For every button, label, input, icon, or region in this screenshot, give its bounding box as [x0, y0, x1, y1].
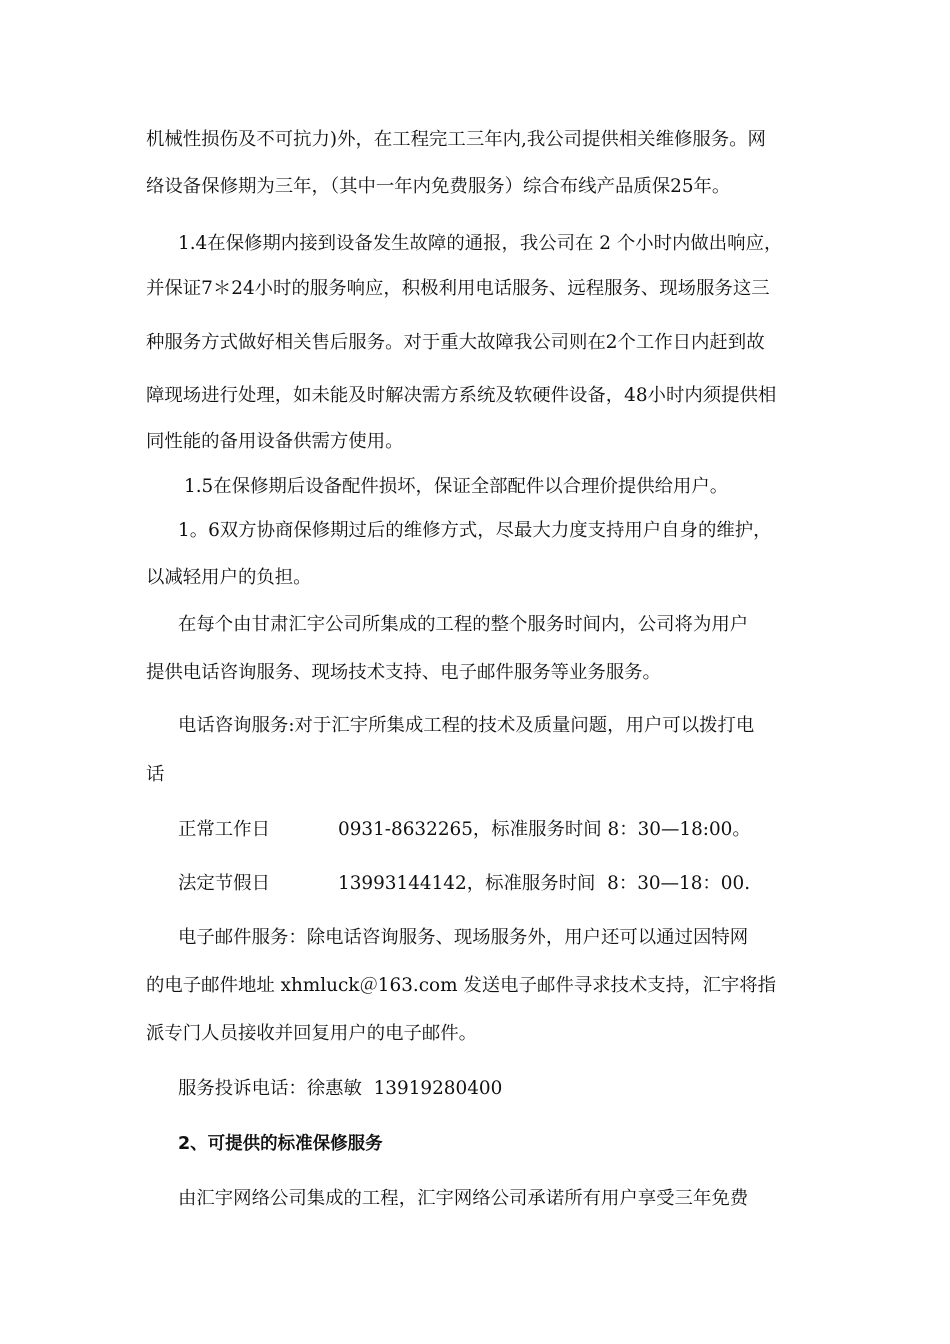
- paragraph-line: 1。6双方协商保修期过后的维修方式，尽最大力度支持用户自身的维护，: [178, 520, 772, 541]
- paragraph-line: 提供电话咨询服务、现场技术支持、电子邮件服务等业务服务。: [146, 662, 661, 683]
- paragraph-line: 以减轻用户的负担。: [146, 567, 312, 588]
- holiday-label: 法定节假日: [178, 873, 270, 894]
- paragraph-line: 同性能的备用设备供需方使用。: [146, 431, 404, 452]
- holiday-row: [178, 872, 750, 896]
- paragraph-line: 并保证7＊24小时的服务响应，积极利用电话服务、远程服务、现场服务这三: [146, 278, 770, 299]
- paragraph-line: 障现场进行处理，如未能及时解决需方系统及软硬件设备，48小时内须提供相: [146, 385, 777, 406]
- paragraph-line: 的电子邮件地址 xhmluck＠163.com 发送电子邮件寻求技术支持，汇宇将指: [146, 975, 777, 996]
- paragraph-line: 电子邮件服务：除电话咨询服务、现场服务外，用户还可以通过因特网: [178, 927, 749, 948]
- paragraph-line: 在每个由甘肃汇宇公司所集成的工程的整个服务时间内，公司将为用户: [178, 614, 749, 635]
- paragraph-line: 1.5在保修期后设备配件损坏，保证全部配件以合理价提供给用户。: [184, 476, 729, 497]
- paragraph-line: 1.4在保修期内接到设备发生故障的通报，我公司在 2 个小时内做出响应，: [178, 233, 783, 254]
- paragraph-line: 电话咨询服务:对于汇宇所集成工程的技术及质量问题，用户可以拨打电: [178, 715, 755, 736]
- complaint-line: 服务投诉电话：徐惠敏 13919280400: [178, 1078, 503, 1099]
- paragraph-line: 由汇宇网络公司集成的工程，汇宇网络公司承诺所有用户享受三年免费: [178, 1188, 749, 1209]
- workday-value: 0931-8632265，标准服务时间 8：30—18:00。: [338, 819, 751, 840]
- section-heading: 2、可提供的标准保修服务: [178, 1134, 383, 1154]
- paragraph-line: 派专门人员接收并回复用户的电子邮件。: [146, 1023, 478, 1044]
- paragraph-line: 络设备保修期为三年，（其中一年内免费服务）综合布线产品质保25年。: [146, 176, 731, 197]
- paragraph-line: 种服务方式做好相关售后服务。对于重大故障我公司则在2个工作日内赶到故: [146, 332, 765, 353]
- paragraph-line: 话: [146, 764, 165, 785]
- holiday-value: 13993144142，标准服务时间 8：30—18：00.: [338, 873, 751, 894]
- workday-row: [178, 818, 751, 842]
- paragraph-line: 机械性损伤及不可抗力)外，在工程完工三年内,我公司提供相关维修服务。网: [146, 129, 766, 150]
- workday-label: 正常工作日: [178, 819, 270, 840]
